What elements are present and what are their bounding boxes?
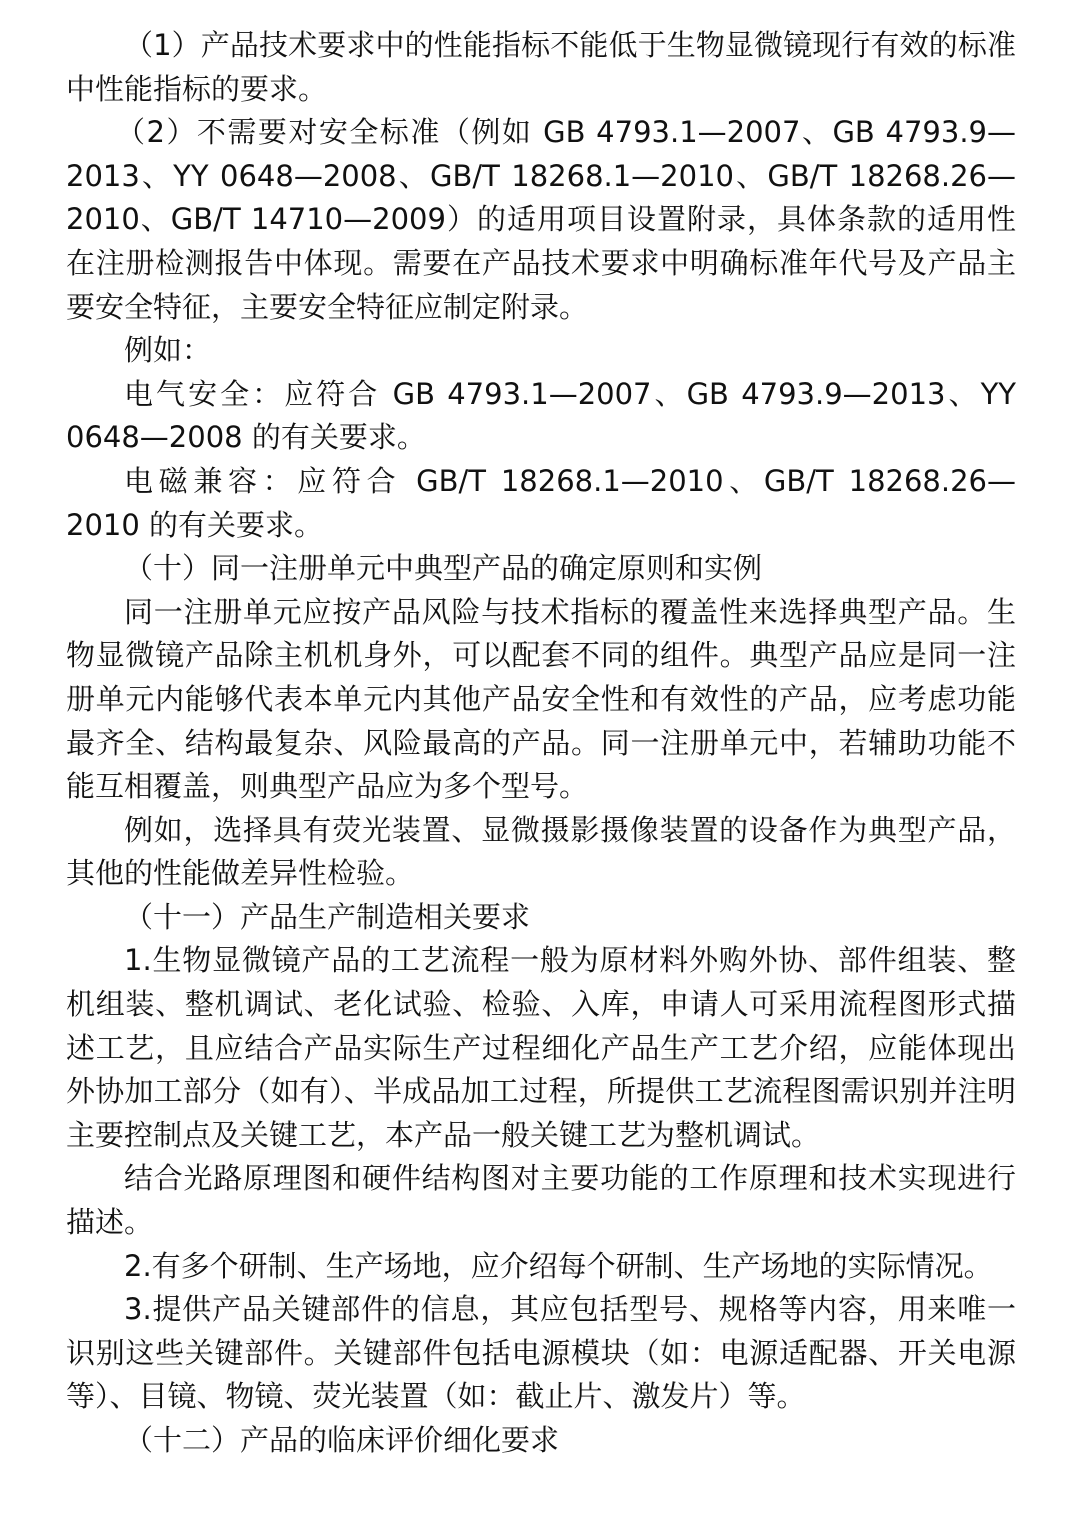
document-page [66,24,1016,1463]
paragraph-optical-principle: 结合光路原理图和硬件结构图对主要功能的工作原理和技术实现进行描述。 [66,1161,1016,1240]
paragraph-typical-product-example: 例如，选择具有荧光装置、显微摄影摄像装置的设备作为典型产品，其他的性能做差异性检验。 [66,812,1016,891]
paragraph-electrical-safety: 电气安全：应符合 GB 4793.1—2007、GB 4793.9—2013、YY 0648—2008 的有关要求。 [66,376,1016,455]
paragraph-performance-requirement: （1）产品技术要求中的性能指标不能低于生物显微镜现行有效的标准中性能指标的要求。 [66,28,1016,106]
paragraph-process-flow: 1.生物显微镜产品的工艺流程一般为原材料外购外协、部件组装、整机组装、整机调试、老化试验、检验、入库，申请人可采用流程图形式描述工艺，且应结合产品实际生产过程细化产品生产工艺介绍，应能体现出外协加工部分（如有）、半成品加工过程，所提供工艺流程图需识别并注明主要控制点及关键工艺，本产品一般关键工艺为整机调试。 [66,943,1016,1152]
paragraph-safety-standards: （2）不需要对安全标准（例如 GB 4793.1—2007、GB 4793.9—2013、YY 0648—2008、GB/T 18268.1—2010、GB/T 18268.26—2010、GB/T 14710—2009）的适用项目设置附录，具体条款的适用性在注册检测报告中体现。需要在产品技术要求中明确标准年代号及产品主要安全特征，主要安全特征应制定附录。 [66,115,1016,324]
paragraph-key-components: 3.提供产品关键部件的信息，其应包括型号、规格等内容，用来唯一识别这些关键部件。关键部件包括电源模块（如：电源适配器、开关电源等）、目镜、物镜、荧光装置（如：截止片、激发片）等。 [66,1292,1016,1414]
paragraph-example-label: 例如： [124,333,212,368]
paragraph-typical-product-principle: 同一注册单元应按产品风险与技术指标的覆盖性来选择典型产品。生物显微镜产品除主机机身外，可以配套不同的组件。典型产品应是同一注册单元内能够代表本单元内其他产品安全性和有效性的产品，应考虑功能最齐全、结构最复杂、风险最高的产品。同一注册单元中，若辅助功能不能互相覆盖，则典型产品应为多个型号。 [66,594,1016,804]
paragraph-multiple-sites: 2.有多个研制、生产场地，应介绍每个研制、生产场地的实际情况。 [124,1248,993,1283]
section-heading-manufacturing: （十一）产品生产制造相关要求 [124,899,531,934]
paragraph-emc: 电磁兼容：应符合 GB/T 18268.1—2010、GB/T 18268.26—2010 的有关要求。 [66,463,1016,542]
section-heading-typical-product: （十）同一注册单元中典型产品的确定原则和实例 [124,551,763,586]
section-heading-clinical-evaluation: （十二）产品的临床评价细化要求 [124,1423,560,1457]
